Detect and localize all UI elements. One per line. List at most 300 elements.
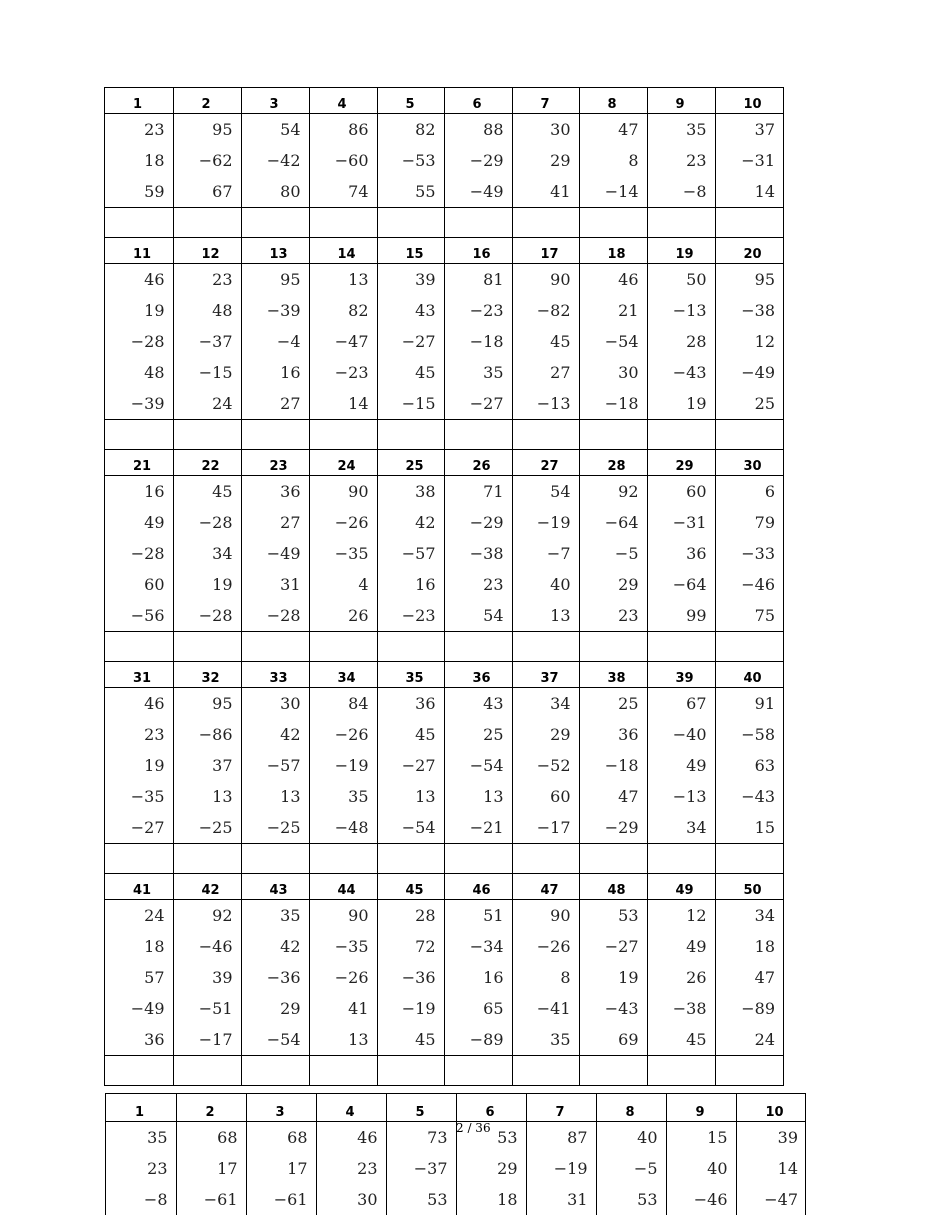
number-cell: 40: [596, 1122, 666, 1154]
answer-row: [105, 208, 783, 238]
number-cell: −86: [173, 719, 241, 750]
number-cell: 46: [579, 264, 647, 296]
number-cell: −19: [512, 507, 579, 538]
number-cell: 54: [444, 600, 512, 632]
problem-number-row: [105, 238, 783, 264]
answer-cell[interactable]: [512, 632, 579, 662]
number-cell: −31: [647, 507, 715, 538]
number-cell: −48: [309, 812, 377, 844]
answer-cell[interactable]: [647, 208, 715, 238]
number-cell: 19: [105, 295, 173, 326]
number-cell: 37: [173, 750, 241, 781]
number-cell: 19: [105, 750, 173, 781]
number-cell: −28: [105, 538, 173, 569]
problem-number: 34: [309, 662, 377, 688]
number-cell: 24: [173, 388, 241, 420]
answer-cell[interactable]: [105, 208, 173, 238]
number-cell: −26: [309, 507, 377, 538]
number-cell: −29: [444, 507, 512, 538]
number-cell: −58: [741, 725, 775, 744]
number-cell: −82: [512, 295, 579, 326]
problem-number: 48: [579, 874, 647, 900]
number-cell: −23: [444, 295, 512, 326]
number-cell: 8: [579, 145, 647, 176]
problem-number: 6: [456, 1094, 526, 1122]
number-cell: 27: [512, 357, 579, 388]
problem-number: 12: [173, 238, 241, 264]
worksheet-table-next: [106, 1094, 806, 1215]
number-cell: −35: [309, 931, 377, 962]
number-cell: 42: [377, 507, 444, 538]
number-cell: 41: [512, 176, 579, 208]
number-cell: 54: [241, 114, 309, 146]
number-cell: −61: [246, 1184, 316, 1215]
number-cell: 23: [105, 114, 173, 146]
answer-cell[interactable]: [715, 844, 783, 874]
number-cell: −52: [512, 750, 579, 781]
problem-number: 41: [105, 874, 173, 900]
number-cell: −21: [444, 812, 512, 844]
number-row: [105, 688, 783, 720]
number-cell: 67: [173, 176, 241, 208]
problem-number: 5: [386, 1094, 456, 1122]
number-cell: −23: [377, 600, 444, 632]
number-cell: 46: [105, 688, 173, 720]
number-cell: −42: [241, 145, 309, 176]
problem-number: 46: [444, 874, 512, 900]
number-row: [106, 1184, 806, 1215]
problem-number-row: [105, 874, 783, 900]
number-cell: 24: [105, 900, 173, 932]
number-cell: −7: [512, 538, 579, 569]
number-row: [105, 538, 783, 569]
number-cell: 55: [377, 176, 444, 208]
number-cell: 90: [309, 476, 377, 508]
number-cell: 17: [176, 1153, 246, 1184]
number-cell: −57: [241, 750, 309, 781]
number-cell: −18: [579, 750, 647, 781]
problem-number: 7: [512, 88, 579, 114]
number-row: [105, 569, 783, 600]
number-cell: 45: [173, 476, 241, 508]
number-cell: −17: [173, 1024, 241, 1056]
number-cell: 35: [647, 114, 715, 146]
answer-cell[interactable]: [512, 208, 579, 238]
number-cell: 53: [596, 1184, 666, 1215]
number-cell: 43: [444, 688, 512, 720]
answer-cell[interactable]: [173, 208, 241, 238]
answer-cell[interactable]: [444, 632, 512, 662]
number-cell: 47: [579, 114, 647, 146]
answer-row: [105, 1056, 783, 1086]
number-cell: −18: [579, 388, 647, 420]
number-cell: 25: [444, 719, 512, 750]
number-cell: 29: [512, 145, 579, 176]
number-cell: 30: [512, 114, 579, 146]
answer-cell[interactable]: [377, 632, 444, 662]
number-cell: 28: [647, 326, 715, 357]
number-cell: −23: [309, 357, 377, 388]
number-cell: −33: [741, 544, 775, 563]
number-cell: −61: [176, 1184, 246, 1215]
number-cell: 63: [754, 756, 775, 775]
answer-cell[interactable]: [309, 420, 377, 450]
number-cell: −27: [444, 388, 512, 420]
number-cell: −13: [512, 388, 579, 420]
answer-row: [105, 632, 783, 662]
number-cell: 99: [647, 600, 715, 632]
number-cell: −60: [309, 145, 377, 176]
answer-cell[interactable]: [444, 1056, 512, 1086]
problem-number: 50: [715, 874, 783, 900]
problem-number: 31: [105, 662, 173, 688]
answer-cell[interactable]: [173, 844, 241, 874]
problem-number: 14: [309, 238, 377, 264]
number-cell: −31: [741, 151, 775, 170]
number-cell: 15: [666, 1122, 736, 1154]
answer-cell[interactable]: [173, 1056, 241, 1086]
answer-cell[interactable]: [241, 844, 309, 874]
problem-number: 45: [377, 874, 444, 900]
answer-cell[interactable]: [579, 208, 647, 238]
number-cell: 23: [647, 145, 715, 176]
number-cell: 30: [579, 357, 647, 388]
number-cell: 23: [444, 569, 512, 600]
answer-cell[interactable]: [309, 1056, 377, 1086]
number-cell: 13: [377, 781, 444, 812]
number-cell: 36: [105, 1024, 173, 1056]
number-cell: 92: [579, 476, 647, 508]
number-cell: −28: [173, 600, 241, 632]
answer-cell[interactable]: [173, 632, 241, 662]
number-cell: 86: [309, 114, 377, 146]
answer-cell[interactable]: [512, 420, 579, 450]
number-cell: 46: [105, 264, 173, 296]
number-cell: 95: [754, 270, 775, 289]
number-cell: −26: [309, 719, 377, 750]
number-cell: 24: [754, 1030, 775, 1049]
answer-cell[interactable]: [579, 1056, 647, 1086]
number-cell: 13: [173, 781, 241, 812]
problem-number: 49: [647, 874, 715, 900]
number-cell: 31: [241, 569, 309, 600]
number-cell: −8: [106, 1184, 176, 1215]
problem-number: 39: [647, 662, 715, 688]
problem-number: 18: [579, 238, 647, 264]
number-row: [105, 476, 783, 508]
number-cell: 14: [754, 182, 775, 201]
number-cell: 40: [666, 1153, 736, 1184]
number-cell: 34: [754, 906, 775, 925]
answer-cell[interactable]: [105, 844, 173, 874]
answer-cell[interactable]: [241, 420, 309, 450]
number-cell: 13: [512, 600, 579, 632]
number-cell: −49: [105, 993, 173, 1024]
number-cell: 35: [241, 900, 309, 932]
number-cell: −5: [579, 538, 647, 569]
number-cell: 29: [241, 993, 309, 1024]
answer-cell[interactable]: [715, 632, 783, 662]
number-cell: 43: [377, 295, 444, 326]
answer-cell[interactable]: [647, 420, 715, 450]
number-cell: 48: [173, 295, 241, 326]
answer-cell[interactable]: [579, 844, 647, 874]
number-cell: −27: [377, 750, 444, 781]
number-cell: −53: [377, 145, 444, 176]
problem-number: 16: [444, 238, 512, 264]
answer-cell[interactable]: [512, 844, 579, 874]
number-cell: 34: [173, 538, 241, 569]
answer-cell[interactable]: [715, 420, 783, 450]
number-cell: 82: [309, 295, 377, 326]
number-cell: −89: [444, 1024, 512, 1056]
answer-cell[interactable]: [647, 1056, 715, 1086]
number-cell: 71: [444, 476, 512, 508]
problem-number: 3: [246, 1094, 316, 1122]
answer-cell[interactable]: [579, 420, 647, 450]
number-cell: −49: [741, 363, 775, 382]
number-cell: 50: [647, 264, 715, 296]
number-cell: 6: [764, 482, 775, 501]
number-row: [105, 1024, 783, 1056]
number-cell: 90: [309, 900, 377, 932]
number-cell: 36: [241, 476, 309, 508]
problem-number: 3: [241, 88, 309, 114]
number-cell: 23: [105, 719, 173, 750]
number-cell: 41: [309, 993, 377, 1024]
answer-cell[interactable]: [241, 208, 309, 238]
number-row: [105, 145, 783, 176]
number-cell: 73: [386, 1122, 456, 1154]
number-cell: 39: [173, 962, 241, 993]
number-cell: −38: [444, 538, 512, 569]
number-cell: −37: [173, 326, 241, 357]
number-cell: −27: [105, 812, 173, 844]
problem-number: 11: [105, 238, 173, 264]
problem-number: 23: [241, 450, 309, 476]
number-cell: 36: [579, 719, 647, 750]
answer-cell[interactable]: [647, 632, 715, 662]
number-cell: −18: [444, 326, 512, 357]
number-row: [105, 993, 783, 1024]
problem-number-row: [105, 662, 783, 688]
number-cell: 38: [377, 476, 444, 508]
number-cell: −26: [309, 962, 377, 993]
number-cell: 13: [309, 264, 377, 296]
number-cell: −5: [596, 1153, 666, 1184]
problem-number-row: [105, 450, 783, 476]
answer-cell[interactable]: [377, 844, 444, 874]
number-cell: −8: [647, 176, 715, 208]
number-cell: −43: [579, 993, 647, 1024]
answer-cell[interactable]: [444, 208, 512, 238]
number-cell: 68: [246, 1122, 316, 1154]
number-cell: 36: [377, 688, 444, 720]
answer-cell[interactable]: [105, 1056, 173, 1086]
number-cell: 45: [512, 326, 579, 357]
problem-number: 28: [579, 450, 647, 476]
number-cell: 25: [579, 688, 647, 720]
number-cell: 88: [444, 114, 512, 146]
number-cell: 13: [241, 781, 309, 812]
answer-cell[interactable]: [647, 844, 715, 874]
problem-number: 7: [526, 1094, 596, 1122]
number-cell: −13: [647, 781, 715, 812]
answer-cell[interactable]: [715, 208, 783, 238]
number-cell: −35: [309, 538, 377, 569]
number-cell: −89: [741, 999, 775, 1018]
answer-cell[interactable]: [377, 420, 444, 450]
answer-cell[interactable]: [377, 208, 444, 238]
number-cell: −64: [579, 507, 647, 538]
number-cell: −51: [173, 993, 241, 1024]
number-cell: 23: [316, 1153, 386, 1184]
number-cell: 60: [105, 569, 173, 600]
number-cell: −28: [105, 326, 173, 357]
number-cell: 27: [241, 507, 309, 538]
number-cell: 30: [316, 1184, 386, 1215]
number-cell: 80: [241, 176, 309, 208]
number-cell: 18: [456, 1184, 526, 1215]
problem-number: 9: [647, 88, 715, 114]
answer-cell[interactable]: [309, 632, 377, 662]
number-cell: 39: [377, 264, 444, 296]
answer-cell[interactable]: [512, 1056, 579, 1086]
number-cell: −43: [741, 787, 775, 806]
number-cell: −41: [512, 993, 579, 1024]
number-cell: −29: [444, 145, 512, 176]
answer-cell[interactable]: [105, 632, 173, 662]
number-cell: 39: [777, 1128, 798, 1147]
number-cell: 35: [512, 1024, 579, 1056]
number-cell: 45: [377, 719, 444, 750]
number-row: [105, 962, 783, 993]
number-cell: −25: [173, 812, 241, 844]
number-cell: −27: [377, 326, 444, 357]
number-cell: 82: [377, 114, 444, 146]
number-cell: 47: [579, 781, 647, 812]
number-cell: 40: [512, 569, 579, 600]
number-cell: −40: [647, 719, 715, 750]
number-cell: 53: [386, 1184, 456, 1215]
number-cell: 4: [309, 569, 377, 600]
problem-number: 33: [241, 662, 309, 688]
number-cell: −54: [377, 812, 444, 844]
problem-number: 19: [647, 238, 715, 264]
number-cell: 13: [309, 1024, 377, 1056]
number-cell: −49: [444, 176, 512, 208]
answer-cell[interactable]: [309, 844, 377, 874]
number-row: [105, 750, 783, 781]
problem-number: 43: [241, 874, 309, 900]
number-row: [105, 357, 783, 388]
number-cell: 29: [512, 719, 579, 750]
answer-cell[interactable]: [444, 844, 512, 874]
number-row: [105, 900, 783, 932]
number-cell: 19: [579, 962, 647, 993]
answer-cell[interactable]: [241, 632, 309, 662]
number-cell: 8: [512, 962, 579, 993]
number-cell: 29: [579, 569, 647, 600]
problem-number: 30: [715, 450, 783, 476]
number-cell: −39: [105, 388, 173, 420]
number-cell: 12: [754, 332, 775, 351]
problem-number: 4: [316, 1094, 386, 1122]
problem-number: 38: [579, 662, 647, 688]
answer-cell[interactable]: [444, 420, 512, 450]
number-cell: 17: [246, 1153, 316, 1184]
number-cell: 31: [526, 1184, 596, 1215]
answer-cell[interactable]: [173, 420, 241, 450]
answer-cell[interactable]: [715, 1056, 783, 1086]
number-cell: 60: [647, 476, 715, 508]
problem-number: 6: [444, 88, 512, 114]
number-cell: 36: [647, 538, 715, 569]
number-cell: 13: [444, 781, 512, 812]
answer-cell[interactable]: [105, 420, 173, 450]
number-cell: −62: [173, 145, 241, 176]
number-cell: 35: [309, 781, 377, 812]
number-cell: −28: [241, 600, 309, 632]
number-cell: 95: [173, 688, 241, 720]
number-cell: 28: [377, 900, 444, 932]
number-cell: −54: [241, 1024, 309, 1056]
number-cell: 53: [579, 900, 647, 932]
page-number: 2 / 36: [456, 1121, 491, 1135]
number-cell: 95: [173, 114, 241, 146]
problem-number: 10: [715, 88, 783, 114]
number-cell: 19: [173, 569, 241, 600]
number-cell: −47: [309, 326, 377, 357]
number-row: [105, 507, 783, 538]
number-cell: −46: [666, 1184, 736, 1215]
number-cell: −37: [386, 1153, 456, 1184]
answer-cell[interactable]: [309, 208, 377, 238]
problem-number: 10: [736, 1094, 806, 1122]
problem-number: 26: [444, 450, 512, 476]
number-cell: −35: [105, 781, 173, 812]
number-cell: 60: [512, 781, 579, 812]
answer-cell[interactable]: [377, 1056, 444, 1086]
number-cell: 26: [309, 600, 377, 632]
number-cell: −38: [647, 993, 715, 1024]
number-cell: 49: [647, 931, 715, 962]
problem-number: 8: [596, 1094, 666, 1122]
answer-cell[interactable]: [579, 632, 647, 662]
worksheet-table: [105, 88, 783, 1086]
number-cell: 15: [754, 818, 775, 837]
number-cell: 12: [647, 900, 715, 932]
answer-row: [105, 844, 783, 874]
number-cell: 54: [512, 476, 579, 508]
number-cell: −14: [579, 176, 647, 208]
problem-number: 1: [106, 1094, 176, 1122]
number-cell: 23: [173, 264, 241, 296]
number-cell: −29: [579, 812, 647, 844]
answer-cell[interactable]: [241, 1056, 309, 1086]
number-cell: 81: [444, 264, 512, 296]
number-cell: −17: [512, 812, 579, 844]
number-cell: 26: [647, 962, 715, 993]
number-cell: −43: [647, 357, 715, 388]
number-cell: 57: [105, 962, 173, 993]
problem-number-row: [105, 88, 783, 114]
problem-number: 5: [377, 88, 444, 114]
number-cell: 18: [105, 931, 173, 962]
number-row: [105, 781, 783, 812]
number-cell: 87: [526, 1122, 596, 1154]
problem-number: 27: [512, 450, 579, 476]
